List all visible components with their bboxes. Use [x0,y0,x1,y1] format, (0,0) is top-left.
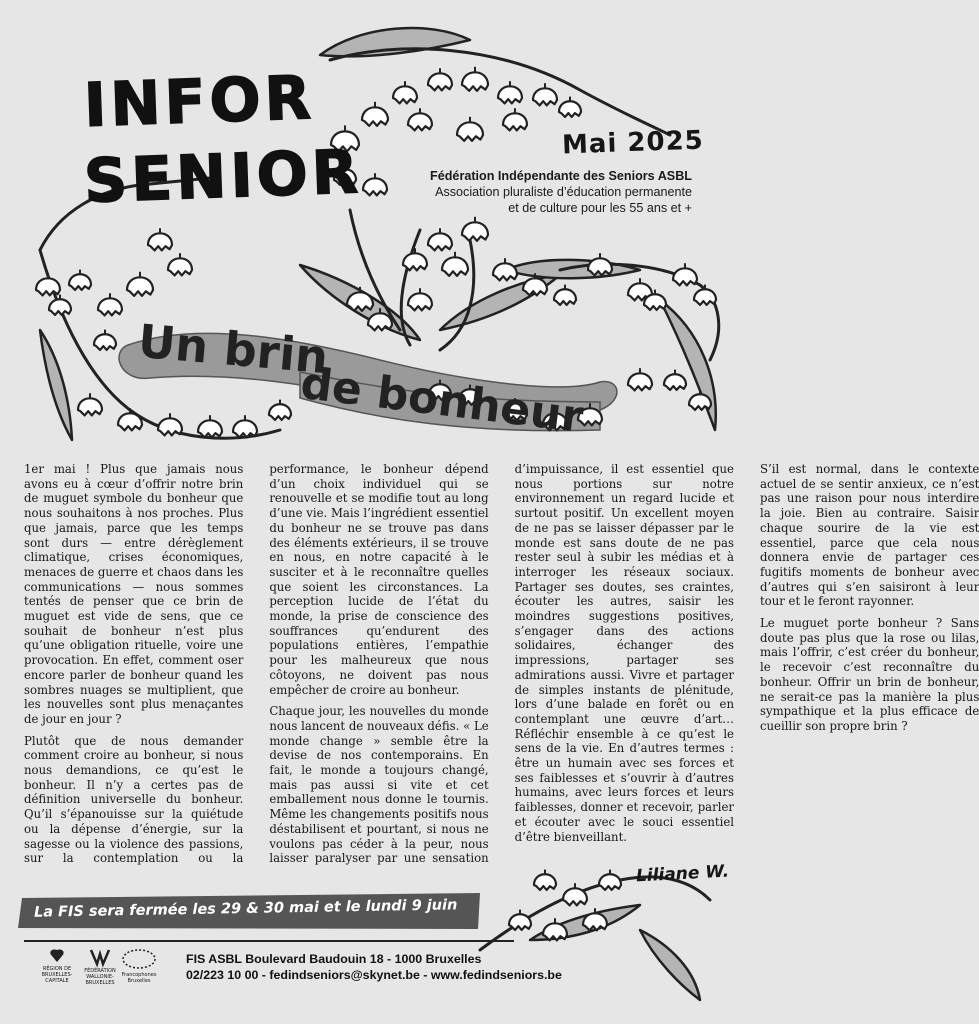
lily-bell-flower [393,81,417,103]
slogan-line1: Un brin [136,313,331,385]
slogan-line2: de bonheur [297,357,586,444]
region-bruxelles-capitale-logo [40,948,74,984]
organization-description-line2: et de culture pour les 55 ans et + [508,201,692,215]
lily-bell-flower [498,81,522,103]
lily-bell-flower [98,293,122,315]
logo-caption: FÉDÉRATION WALLONIE-BRUXELLES [84,968,116,986]
organization-description-line1: Association pluraliste d’éducation permanente [435,185,692,199]
lily-bell-flower [69,270,91,290]
lily-bell-flower [269,400,291,420]
contact-phone-email-web: 02/223 10 00 - fedindseniors@skynet.be - www.fedindseniors.be [186,968,562,982]
lily-bell-flower [503,108,527,130]
lily-bell-flower [493,258,517,280]
lily-bell-flower [563,883,587,905]
lily-bell-flower [628,368,652,390]
lily-leaf [40,330,72,440]
masthead-title-line2: SENIOR [82,137,364,217]
francophones-bruxelles-logo [119,948,159,984]
lily-bell-flower [543,918,567,940]
article-paragraph: Chaque jour, les nouvelles du monde nous lancent de nouveaux défis. « Le monde change » semble être la devise de nos contemporains. En fait, le monde a toujours changé, mais pas aussi si vite et cet emballement nous donne le tournis. Même les changements positifs nous déstabilisent et pourtant, si nous ne voulons pas céder à la peur, nous laisser paralyser par une sensation d’impuissance, il est essentiel que nous portions sur notre environnement un regard lucide et surtout positif. Un excellent moyen de ne pas se laisser dépasser par le monde est sans doute de ne pas rester seul à subir les médias et à interroger les réseaux sociaux. Partager ses doutes, ses craintes, écouter les autres, saisir les moindres suggestions positives, s’engager dans des actions solidaires, échanger des impressions, partager ses admirations aussi. Vivre et partager de simples instants de plénitude, lors d’une balade en forêt ou en contemplant une œuvre d’art… Réfléchir ensemble à ce qu’est le sens de la vie. En d’autres termes : être un humain avec ses forces et ses faiblesses et s’ouvrir à d’autres humains, avec leurs forces et leurs faiblesses, donner et recevoir, parler et écouter avec le souci essentiel d’être bienveillant. [269,462,734,866]
lily-bell-flower [442,252,468,276]
lily-leaf [660,300,716,430]
lily-bell-flower [127,272,153,296]
article-paragraph: 1er mai ! Plus que jamais nous avons eu à cœur d’offrir notre brin de muguet symbole du bonheur que nous souhaitons à nos proches. Plus que jamais, parce que les temps sont durs — entre dérèglement climatique, crises économiques, menaces de guerre et chaos dans les communications — nous sommes tentés de penser que ce brin de muguet est vide de sens, que ce souhait de bonheur n’est plus qu’une obligation rituelle, voire une provocation. En effet, comment oser encore parler de bonheur quand les sombres nuages se multiplient, que les nouvelles sont plus menaçantes de jour en jour ? [24,462,244,726]
lily-bell-flower [362,102,388,126]
lily-bell-flower [599,870,621,890]
lily-bell-flower [408,108,432,130]
lily-bell-flower [408,288,432,310]
lily-bell-flower [168,253,192,275]
lily-bell-flower [94,330,116,350]
lily-bell-flower [554,285,576,305]
author-signature: Liliane W. [635,861,730,887]
lily-bell-flower [49,295,71,315]
lily-bell-flower [198,415,222,437]
lily-bell-flower [664,370,686,390]
footer-divider [24,940,514,942]
logo-caption: RÉGION DE BRUXELLES-CAPITALE [41,966,73,984]
lily-bell-flower [559,97,581,117]
lily-bell-flower [509,910,531,930]
lily-bell-flower [533,83,557,105]
lily-bell-flower [403,248,427,270]
article-paragraph: Le muguet porte bonheur ? Sans doute pas plus que la rose ou lilas, mais l’offrir, c’est créer du bonheur, le recevoir c’est reconnaître du bonheur. Offrir un brin de bonheur, ne serait-ce pas la manière la plus sympathique et la plus efficace de cueillir son propre brin ? [759,616,979,733]
lily-bell-flower [673,263,697,285]
lily-bell-flower [534,870,556,890]
lily-bell-flower [588,253,612,275]
lily-bell-flower [363,173,387,195]
article-paragraph: Plutôt que de nous demander comment croire au bonheur, si nous nous demandions, ce qu’est le bonheur. Il n’y a certes pas de définition universelle du bonheur. Qu’il s’épanouisse sur la quiétude ou la dépense d’énergie, sur la sagesse ou la violence des passions, sur la contemplation ou la performance, le bonheur dépend d’un choix individuel qui se renouvelle et se modifie tout au long d’une vie. Mais l’ingrédient essentiel du bonheur ne se trouve pas dans des éléments extérieurs, il se trouve en nous, en notre capacité à le susciter et à le reconnaître quelles que soient les circonstances. La perception lucide de l’état du monde, la prise de conscience des souffrances qu’endurent des populations entières, l’empathie pour les malheureux que nous côtoyons, ne doivent pas nous empêcher de croire au bonheur. [24,462,489,866]
lily-bell-flower [457,117,483,141]
organization-name: Fédération Indépendante des Seniors ASBL [430,169,692,183]
logo-caption: Francophones Bruxelles [121,972,157,984]
article-paragraph: S’il est normal, dans le contexte actuel de se sentir anxieux, ce n’est pas une raison pour nous interdire la joie. Bien au contraire. Saisir chaque sourire de la vie est essentiel, parce que cela nous donnera envie de partager ces fugitifs moments de bonheur avec d’autres qui s’en saisiront à leur tour et le feront rayonner. [759,462,979,609]
lily-bell-flower [428,68,452,90]
article-body [24,462,979,872]
lily-bell-flower [148,228,172,250]
issue-date: Mai 2025 [561,125,705,161]
lily-bell-flower [428,228,452,250]
masthead-title-line1: INFOR [82,62,316,142]
federation-wallonie-bruxelles-logo [83,948,117,986]
lily-bell-flower [36,273,60,295]
lily-bell-flower [78,393,102,415]
lily-bell-flower [158,413,182,435]
lily-bell-flower [118,408,142,430]
lily-bell-flower [462,67,488,91]
lily-bell-flower [462,217,488,241]
lily-leaf [505,260,640,278]
lily-leaf [640,930,700,1000]
lily-leaf [320,28,470,56]
contact-address: FIS ASBL Boulevard Baudouin 18 - 1000 Bruxelles [186,952,482,966]
lily-bell-flower [233,415,257,437]
lily-bell-flower [694,285,716,305]
closure-notice: La FIS sera fermée les 29 & 30 mai et le lundi 9 juin [33,897,458,921]
